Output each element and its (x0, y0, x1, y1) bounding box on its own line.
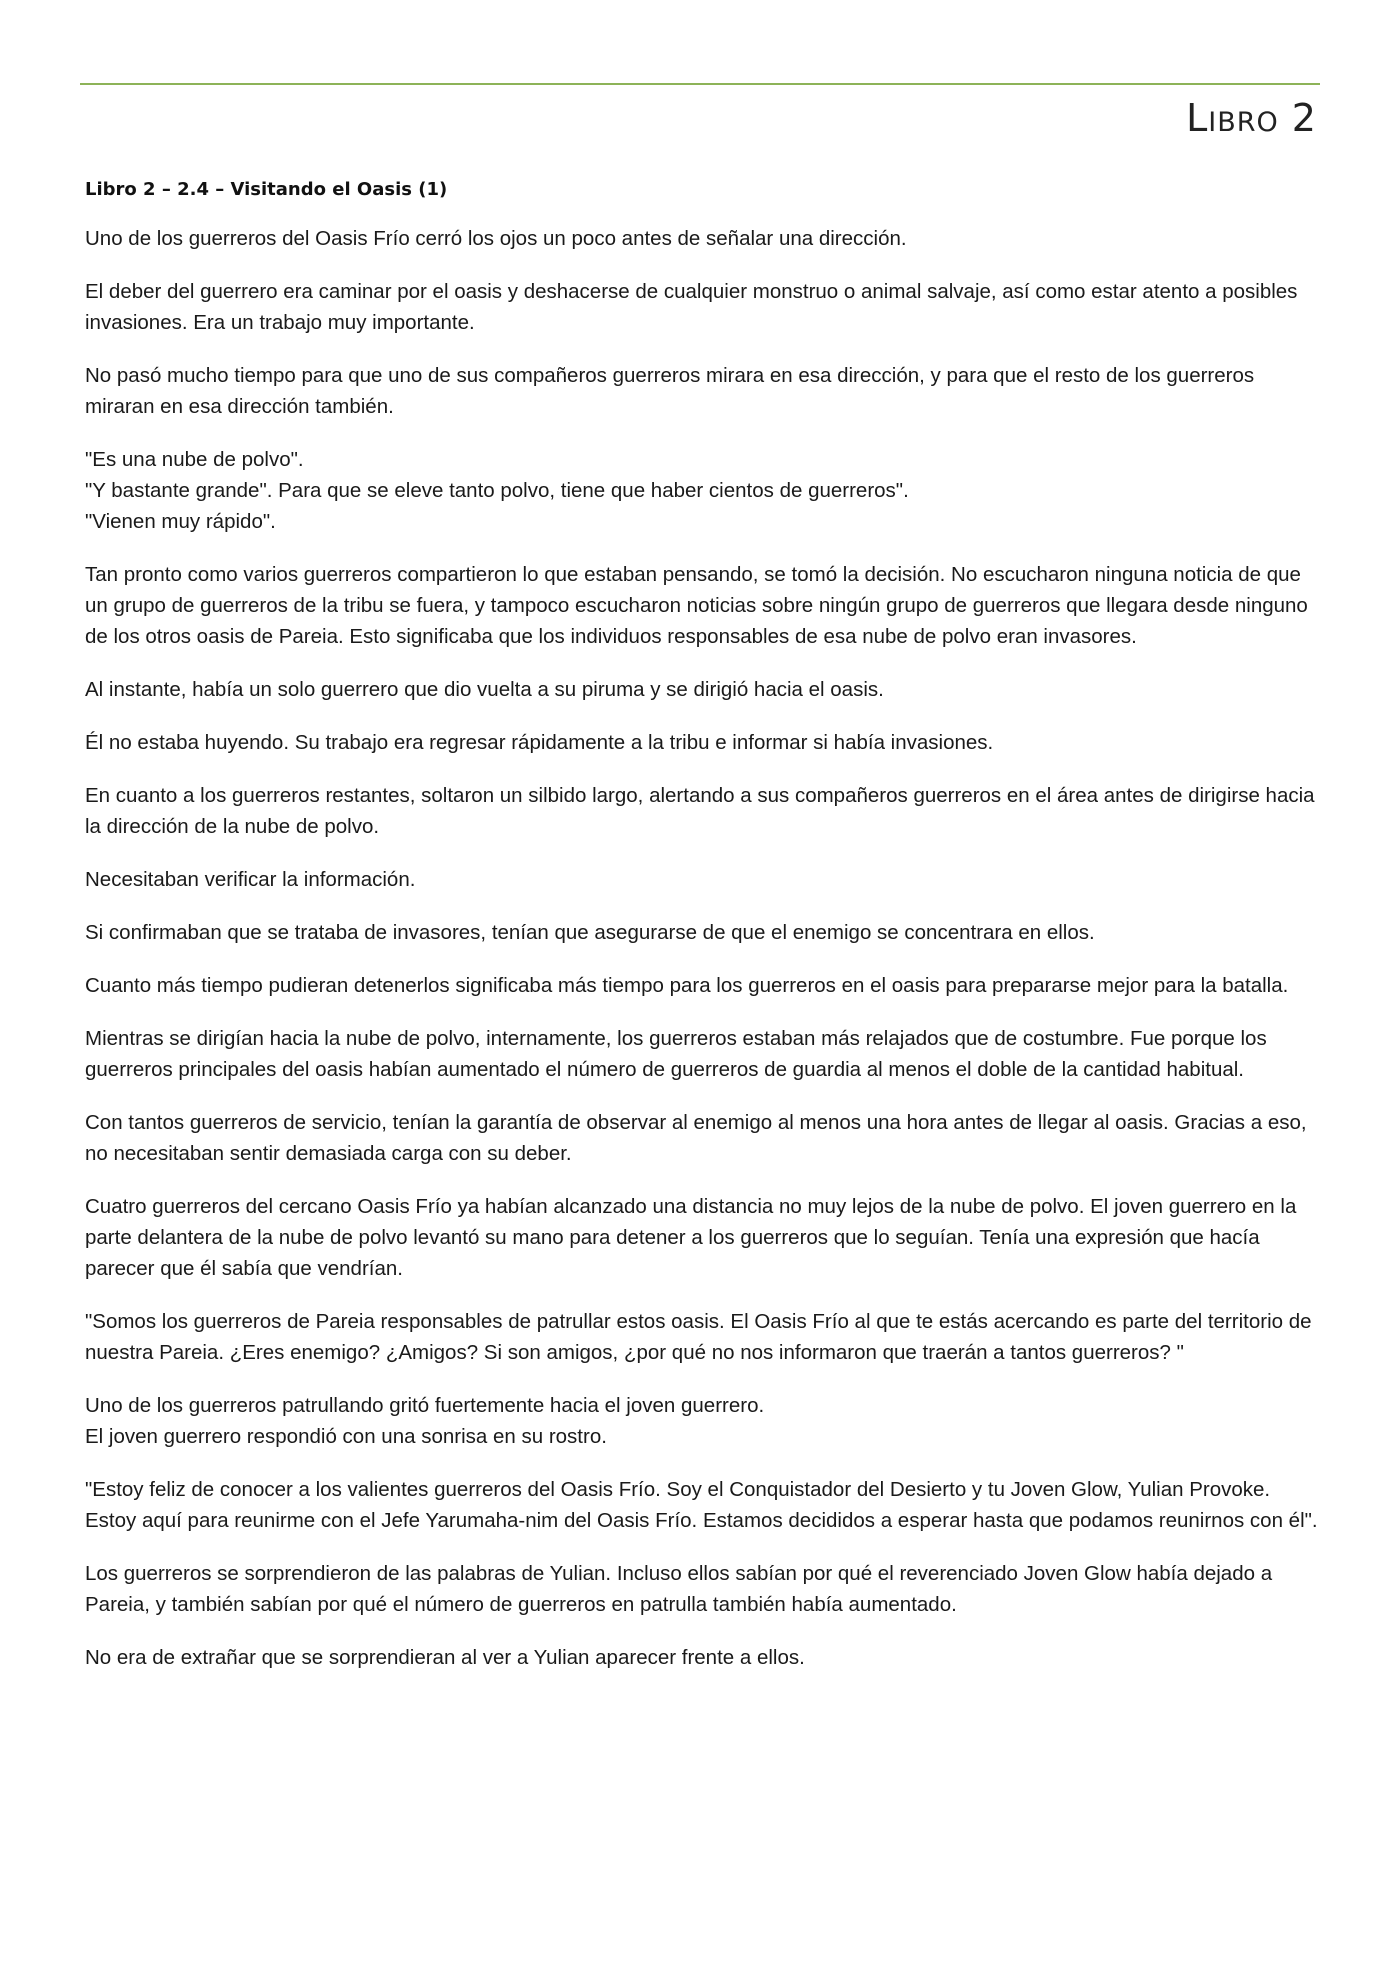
paragraph (85, 1107, 1325, 1169)
paragraph-line: Uno de los guerreros patrullando gritó fuertemente hacia el joven guerrero. (85, 1394, 765, 1418)
paragraph-line: Uno de los guerreros del Oasis Frío cerró los ojos un poco antes de señalar una dirección. (85, 227, 907, 251)
paragraph (85, 559, 1325, 652)
paragraph (85, 1474, 1325, 1536)
paragraph-line: Con tantos guerreros de servicio, tenían la garantía de observar al enemigo al menos una hora antes de llegar al oasis. Gracias a eso, no necesitaban sentir demasiada carga con su deber. (85, 1111, 1307, 1166)
chapter-title: Libro 2 – 2.4 – Visitando el Oasis (1) (85, 179, 448, 200)
paragraph-line: "Es una nube de polvo". (85, 448, 304, 472)
paragraph-line: El joven guerrero respondió con una sonrisa en su rostro. (85, 1425, 607, 1449)
paragraph (85, 970, 1325, 1001)
paragraph-line: En cuanto a los guerreros restantes, soltaron un silbido largo, alertando a sus compañeros guerreros en el área antes de dirigirse hacia la dirección de la nube de polvo. (85, 784, 1315, 839)
paragraph-line: No era de extrañar que se sorprendieran al ver a Yulian aparecer frente a ellos. (85, 1646, 805, 1670)
paragraph (85, 1023, 1325, 1085)
paragraph-line: No pasó mucho tiempo para que uno de sus compañeros guerreros mirara en esa dirección, y para que el resto de los guerreros miraran en esa dirección también. (85, 364, 1255, 419)
paragraph-line: "Y bastante grande". Para que se eleve tanto polvo, tiene que haber cientos de guerreros". (85, 479, 909, 503)
book-title: Libro 2 (1186, 96, 1317, 140)
paragraph-line: Al instante, había un solo guerrero que dio vuelta a su piruma y se dirigió hacia el oasis. (85, 678, 884, 702)
paragraph-line: "Estoy feliz de conocer a los valientes guerreros del Oasis Frío. Soy el Conquistador del Desierto y tu Joven Glow, Yulian Provoke. Estoy aquí para reunirme con el Jefe Yarumaha-nim del Oasis Frío. Estamos decididos a esperar hasta que podamos reunirnos con él". (85, 1478, 1318, 1533)
paragraph-line: "Vienen muy rápido". (85, 510, 276, 534)
paragraph-line: Cuanto más tiempo pudieran detenerlos significaba más tiempo para los guerreros en el oasis para prepararse mejor para la batalla. (85, 974, 1289, 998)
paragraph (85, 276, 1325, 338)
document-body (85, 178, 1325, 1695)
paragraph-line: Cuatro guerreros del cercano Oasis Frío ya habían alcanzado una distancia no muy lejos de la nube de polvo. El joven guerrero en la parte delantera de la nube de polvo levantó su mano para detener a los guerreros que lo seguían. Tenía una expresión que hacía parecer que él sabía que vendrían. (85, 1195, 1297, 1281)
paragraph (85, 1390, 1325, 1452)
paragraph-line: Si confirmaban que se trataba de invasores, tenían que asegurarse de que el enemigo se concentrara en ellos. (85, 921, 1095, 945)
paragraph-line: Los guerreros se sorprendieron de las palabras de Yulian. Incluso ellos sabían por qué el reverenciado Joven Glow había dejado a Pareia, y también sabían por qué el número de guerreros en patrulla también había aumentado. (85, 1562, 1273, 1617)
paragraph (85, 1306, 1325, 1368)
paragraph-line: Mientras se dirigían hacia la nube de polvo, internamente, los guerreros estaban más relajados que de costumbre. Fue porque los guerreros principales del oasis habían aumentado el número de guerreros de guardia al menos el doble de la cantidad habitual. (85, 1027, 1267, 1082)
paragraph (85, 1191, 1325, 1284)
paragraph (85, 780, 1325, 842)
paragraph-line: Necesitaban verificar la información. (85, 868, 416, 892)
paragraph-line: Él no estaba huyendo. Su trabajo era regresar rápidamente a la tribu e informar si había invasiones. (85, 731, 994, 755)
paragraph (85, 444, 1325, 537)
paragraph (85, 917, 1325, 948)
paragraph (85, 727, 1325, 758)
paragraph-line: El deber del guerrero era caminar por el oasis y deshacerse de cualquier monstruo o animal salvaje, así como estar atento a posibles invasiones. Era un trabajo muy importante. (85, 280, 1298, 335)
paragraph (85, 1642, 1325, 1673)
paragraph-line: Tan pronto como varios guerreros compartieron lo que estaban pensando, se tomó la decisión. No escucharon ninguna noticia de que un grupo de guerreros de la tribu se fuera, y tampoco escucharon noticias sobre ningún grupo de guerreros que llegara desde ninguno de los otros oasis de Pareia. Esto significaba que los individuos responsables de esa nube de polvo eran invasores. (85, 563, 1308, 649)
header-rule (80, 83, 1320, 85)
paragraph (85, 674, 1325, 705)
paragraph (85, 864, 1325, 895)
paragraph (85, 223, 1325, 254)
paragraph-line: "Somos los guerreros de Pareia responsables de patrullar estos oasis. El Oasis Frío al que te estás acercando es parte del territorio de nuestra Pareia. ¿Eres enemigo? ¿Amigos? Si son amigos, ¿por qué no nos informaron que traerán a tantos guerreros? " (85, 1310, 1312, 1365)
paragraph-list (85, 223, 1325, 1673)
paragraph (85, 1558, 1325, 1620)
paragraph (85, 360, 1325, 422)
